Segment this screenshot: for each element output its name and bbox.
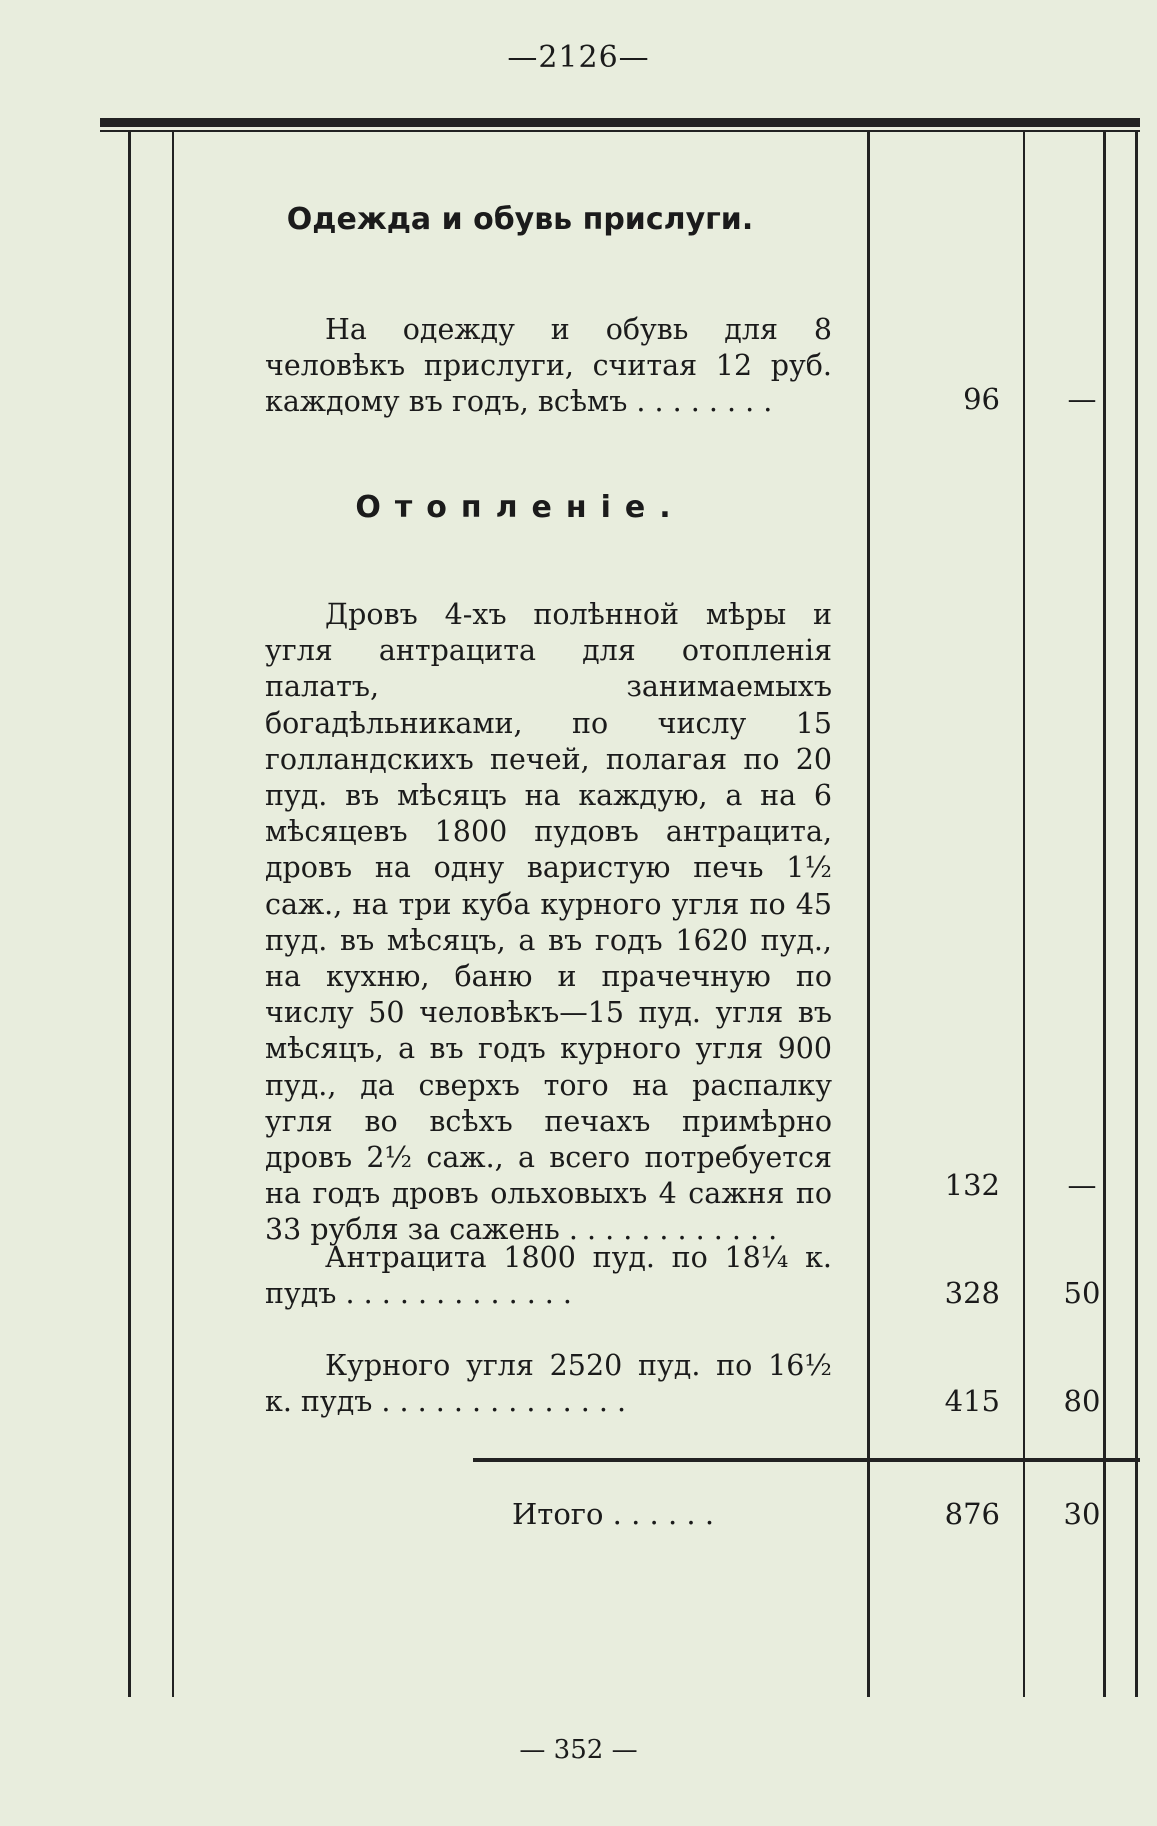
page-footer-number: — 352 — [519, 1735, 638, 1765]
heating-item3-text [265, 1348, 832, 1420]
clothing-item-text [265, 312, 832, 421]
total-rub-value: 876 [944, 1497, 1000, 1531]
heating-item1-kop-value: — [1067, 1168, 1097, 1202]
section-title-clothing: Одежда и обувь прислуги. [286, 202, 754, 237]
right-outer-border [1135, 132, 1138, 1697]
heating-item1-paragraph: Дровъ 4-хъ полѣнной мѣры и угля антрацита для отопленія палатъ, занимаемыхъ богадѣльниками, по числу 15 голландскихъ печей, полагая по 20 пуд. въ мѣсяцъ на каждую, а на 6 мѣсяцевъ 1800 пудовъ антрацита, дровъ на одну варистую печь 1½ саж., на три куба курного угля по 45 пуд. въ мѣсяцъ, а въ годъ 1620 пуд., на кухню, баню и прачечную по числу 50 человѣкъ—15 пуд. угля въ мѣсяцъ, а въ годъ курного угля 900 пуд., да сверхъ того на распалку угля во всѣхъ печахъ примѣрно дровъ 2½ саж., а всего потребуется на годъ дровъ ольховыхъ 4 сажня по 33 рубля за сажень . . . . . . . . . . . . [265, 598, 832, 1247]
heating-item2-kop-value: 50 [1063, 1276, 1101, 1310]
left-inner-border [172, 132, 174, 1697]
right-inner-border [1103, 132, 1106, 1697]
heating-item3-rub-value: 415 [944, 1384, 1000, 1418]
heating-item2-paragraph: Антрацита 1800 пуд. по 18¼ к. пудъ . . . . . . . . . . . . . [265, 1241, 832, 1311]
left-outer-border [128, 132, 131, 1697]
clothing-rub-value: 96 [963, 382, 1000, 416]
section-title-heating: Отопленіе. [355, 490, 685, 525]
total-kop-value: 30 [1063, 1497, 1101, 1531]
heating-item1-text [265, 597, 832, 1249]
heating-item1-rub-value: 132 [944, 1168, 1000, 1202]
amount-column-divider [867, 132, 870, 1697]
total-rule [473, 1458, 1140, 1462]
kopek-column-divider [1023, 132, 1025, 1697]
heating-item3-kop-value: 80 [1063, 1384, 1101, 1418]
heating-item2-rub-value: 328 [944, 1276, 1000, 1310]
heating-item2-text [265, 1240, 832, 1312]
top-thin-rule [100, 130, 1140, 132]
heating-item3-paragraph: Курного угля 2520 пуд. по 16½ к. пудъ . . . . . . . . . . . . . . [265, 1349, 832, 1419]
page-header-number: —2126— [507, 40, 650, 75]
total-label: Итого . . . . . . [512, 1497, 715, 1531]
clothing-item-paragraph: На одежду и обувь для 8 человѣкъ прислуги, считая 12 руб. каждому въ годъ, всѣмъ . . . . . . . . [265, 313, 832, 419]
clothing-kop-value: — [1067, 382, 1097, 416]
top-double-rule [100, 118, 1140, 127]
